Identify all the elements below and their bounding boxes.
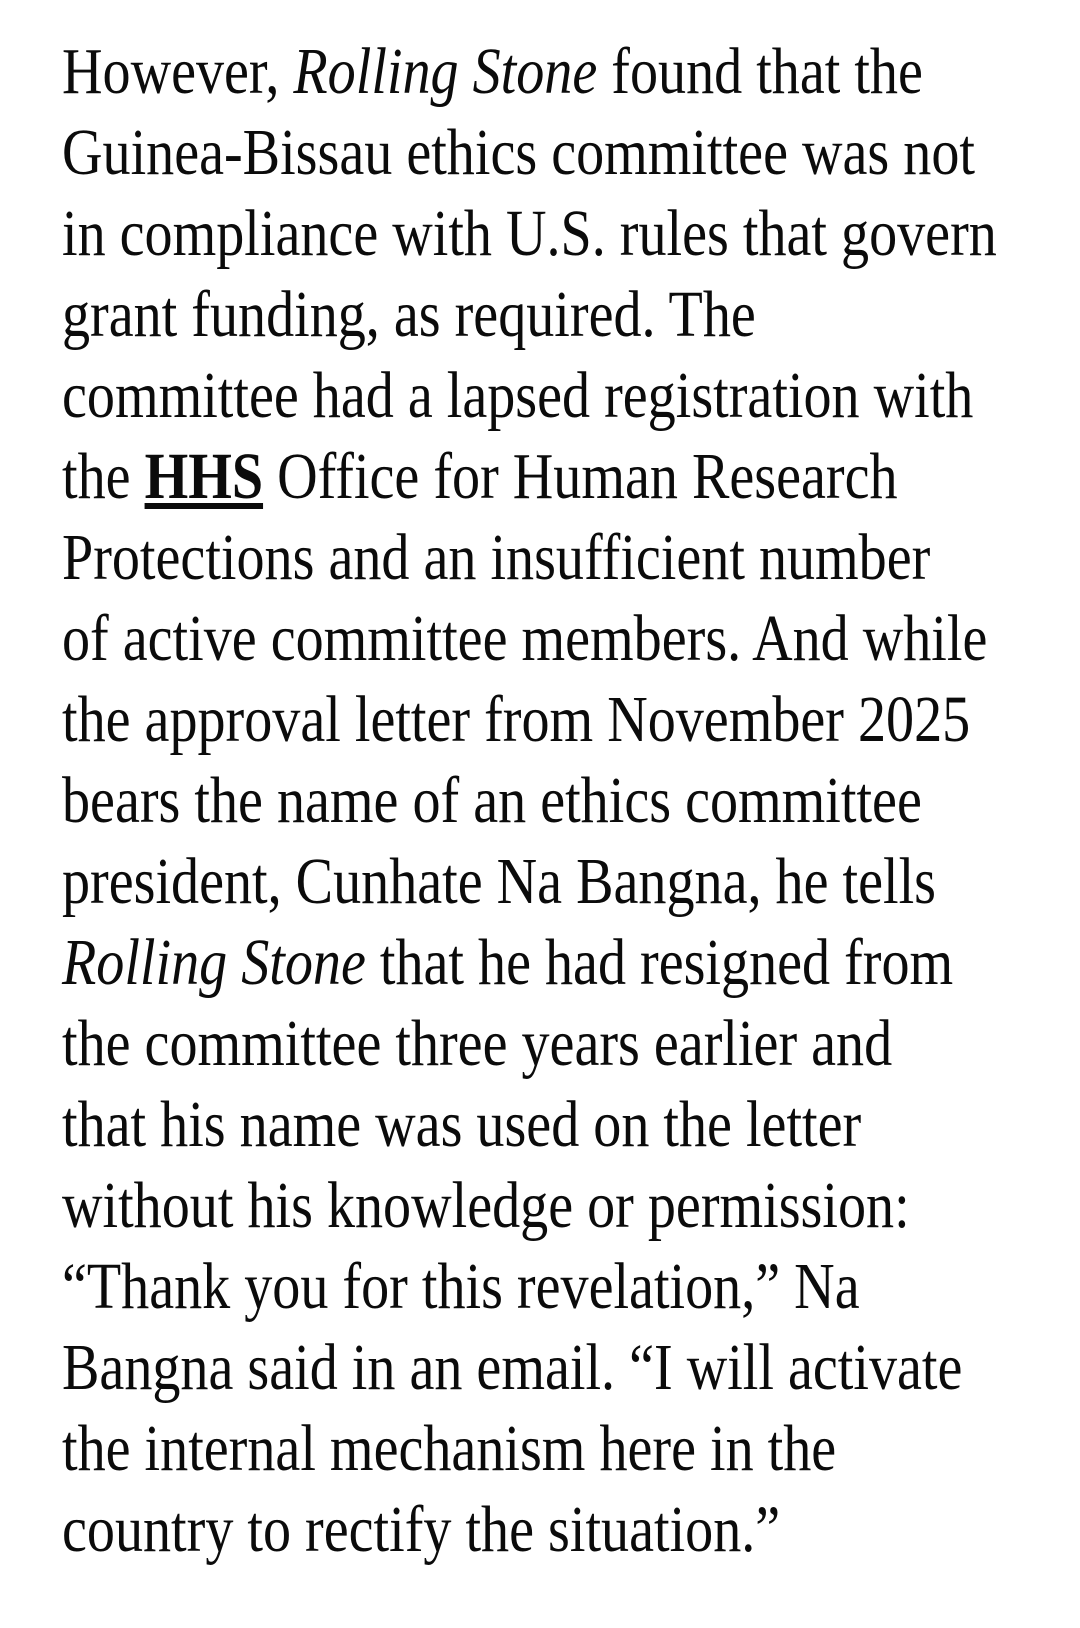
text-line: [62, 436, 927, 517]
hhs-link[interactable]: HHS: [144, 440, 264, 513]
text-segment: that his name was used on the letter: [62, 1088, 862, 1161]
text-segment: Protections and an insufficient number: [62, 521, 931, 594]
text-line: [62, 274, 927, 355]
text-line: [62, 1246, 927, 1327]
text-segment: president, Cunhate Na Bangna, he tells: [62, 845, 936, 918]
text-line: [62, 841, 936, 922]
text-line: [62, 355, 974, 436]
publication-name: Rolling Stone: [62, 926, 366, 999]
article-paragraph: [62, 31, 1080, 1570]
text-segment: country to rectify the situation.”: [62, 1493, 781, 1566]
text-line: [62, 1165, 927, 1246]
text-segment: the internal mechanism here in the: [62, 1412, 837, 1485]
text-line: [62, 760, 927, 841]
text-segment: without his knowledge or permission:: [62, 1169, 910, 1242]
text-line: [62, 598, 988, 679]
text-line: [62, 679, 971, 760]
text-segment: in compliance with U.S. rules that govern: [62, 197, 997, 270]
text-segment: Bangna said in an email. “I will activate: [62, 1331, 963, 1404]
text-segment: of active committee members. And while: [62, 602, 988, 675]
text-line: [62, 193, 997, 274]
text-segment: Guinea-Bissau ethics committee was not: [62, 116, 975, 189]
text-segment: Office for Human Research: [263, 440, 898, 513]
text-line: [62, 517, 931, 598]
text-segment: the: [62, 440, 145, 513]
text-line: [62, 1084, 927, 1165]
text-line: [62, 1003, 927, 1084]
text-segment: “Thank you for this revelation,” Na: [62, 1250, 860, 1323]
text-segment: bears the name of an ethics committee: [62, 764, 922, 837]
text-segment: grant funding, as required. The: [62, 278, 756, 351]
text-line: [62, 922, 954, 1003]
text-segment: However,: [62, 35, 294, 108]
text-line: [62, 1489, 927, 1570]
text-segment: the committee three years earlier and: [62, 1007, 893, 1080]
text-segment: committee had a lapsed registration with: [62, 359, 974, 432]
text-line: [62, 1327, 963, 1408]
text-segment: the approval letter from November 2025: [62, 683, 971, 756]
text-line: [62, 112, 975, 193]
text-segment: that he had resigned from: [365, 926, 954, 999]
text-line: [62, 1408, 927, 1489]
text-line: [62, 31, 927, 112]
text-segment: found that the: [597, 35, 923, 108]
publication-name: Rolling Stone: [293, 35, 598, 108]
